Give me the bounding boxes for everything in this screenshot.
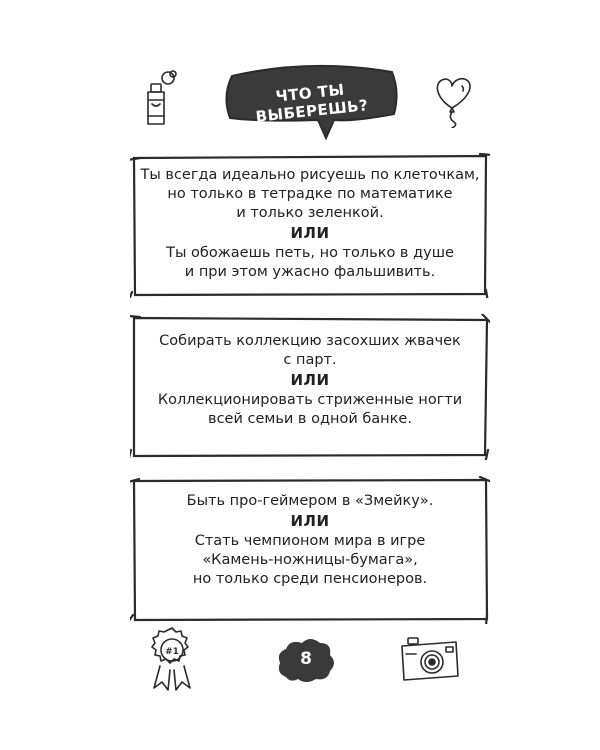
option-a-line: Быть про-геймером в «Змейку». — [186, 493, 434, 509]
option-b-line: «Камень-ножницы-бумага», — [202, 552, 418, 568]
spray-can-icon — [142, 70, 182, 132]
page-title: ЧТО ТЫ ВЫБЕРЕШЬ? — [254, 80, 370, 126]
option-a-line: Собирать коллекцию засохших жвачек — [159, 333, 461, 349]
camera-icon — [398, 634, 462, 686]
page-number-badge — [276, 637, 336, 683]
option-a-line: Ты всегда идеально рисуешь по клеточкам, — [140, 167, 480, 183]
option-b-line: Коллекционировать стриженные ногти — [157, 392, 463, 408]
option-b-line: но только среди пенсионеров. — [192, 571, 428, 587]
option-b-line: Стать чемпионом мира в игре — [194, 533, 426, 549]
or-label: ИЛИ — [290, 512, 330, 530]
or-label: ИЛИ — [290, 371, 330, 389]
choice-card-1 — [130, 152, 490, 298]
option-b-line: Ты обожаешь петь, но только в душе — [166, 245, 454, 261]
choice-card-2 — [130, 314, 490, 460]
medal-ribbon-icon — [146, 626, 198, 696]
header-bubble — [222, 62, 400, 140]
heart-balloon-icon — [432, 72, 476, 132]
option-b-line: всей семьи в одной банке. — [208, 411, 412, 427]
option-a-line: но только в тетрадке по математике — [167, 186, 453, 202]
choice-card-3 — [130, 476, 490, 624]
or-label: ИЛИ — [290, 224, 330, 242]
medal-text: #1 — [165, 647, 179, 657]
option-a-line: с парт. — [283, 352, 337, 368]
option-a-line: и только зеленкой. — [236, 205, 384, 221]
page-number: 8 — [300, 649, 312, 669]
option-b-line: и при этом ужасно фальшивить. — [184, 264, 436, 280]
